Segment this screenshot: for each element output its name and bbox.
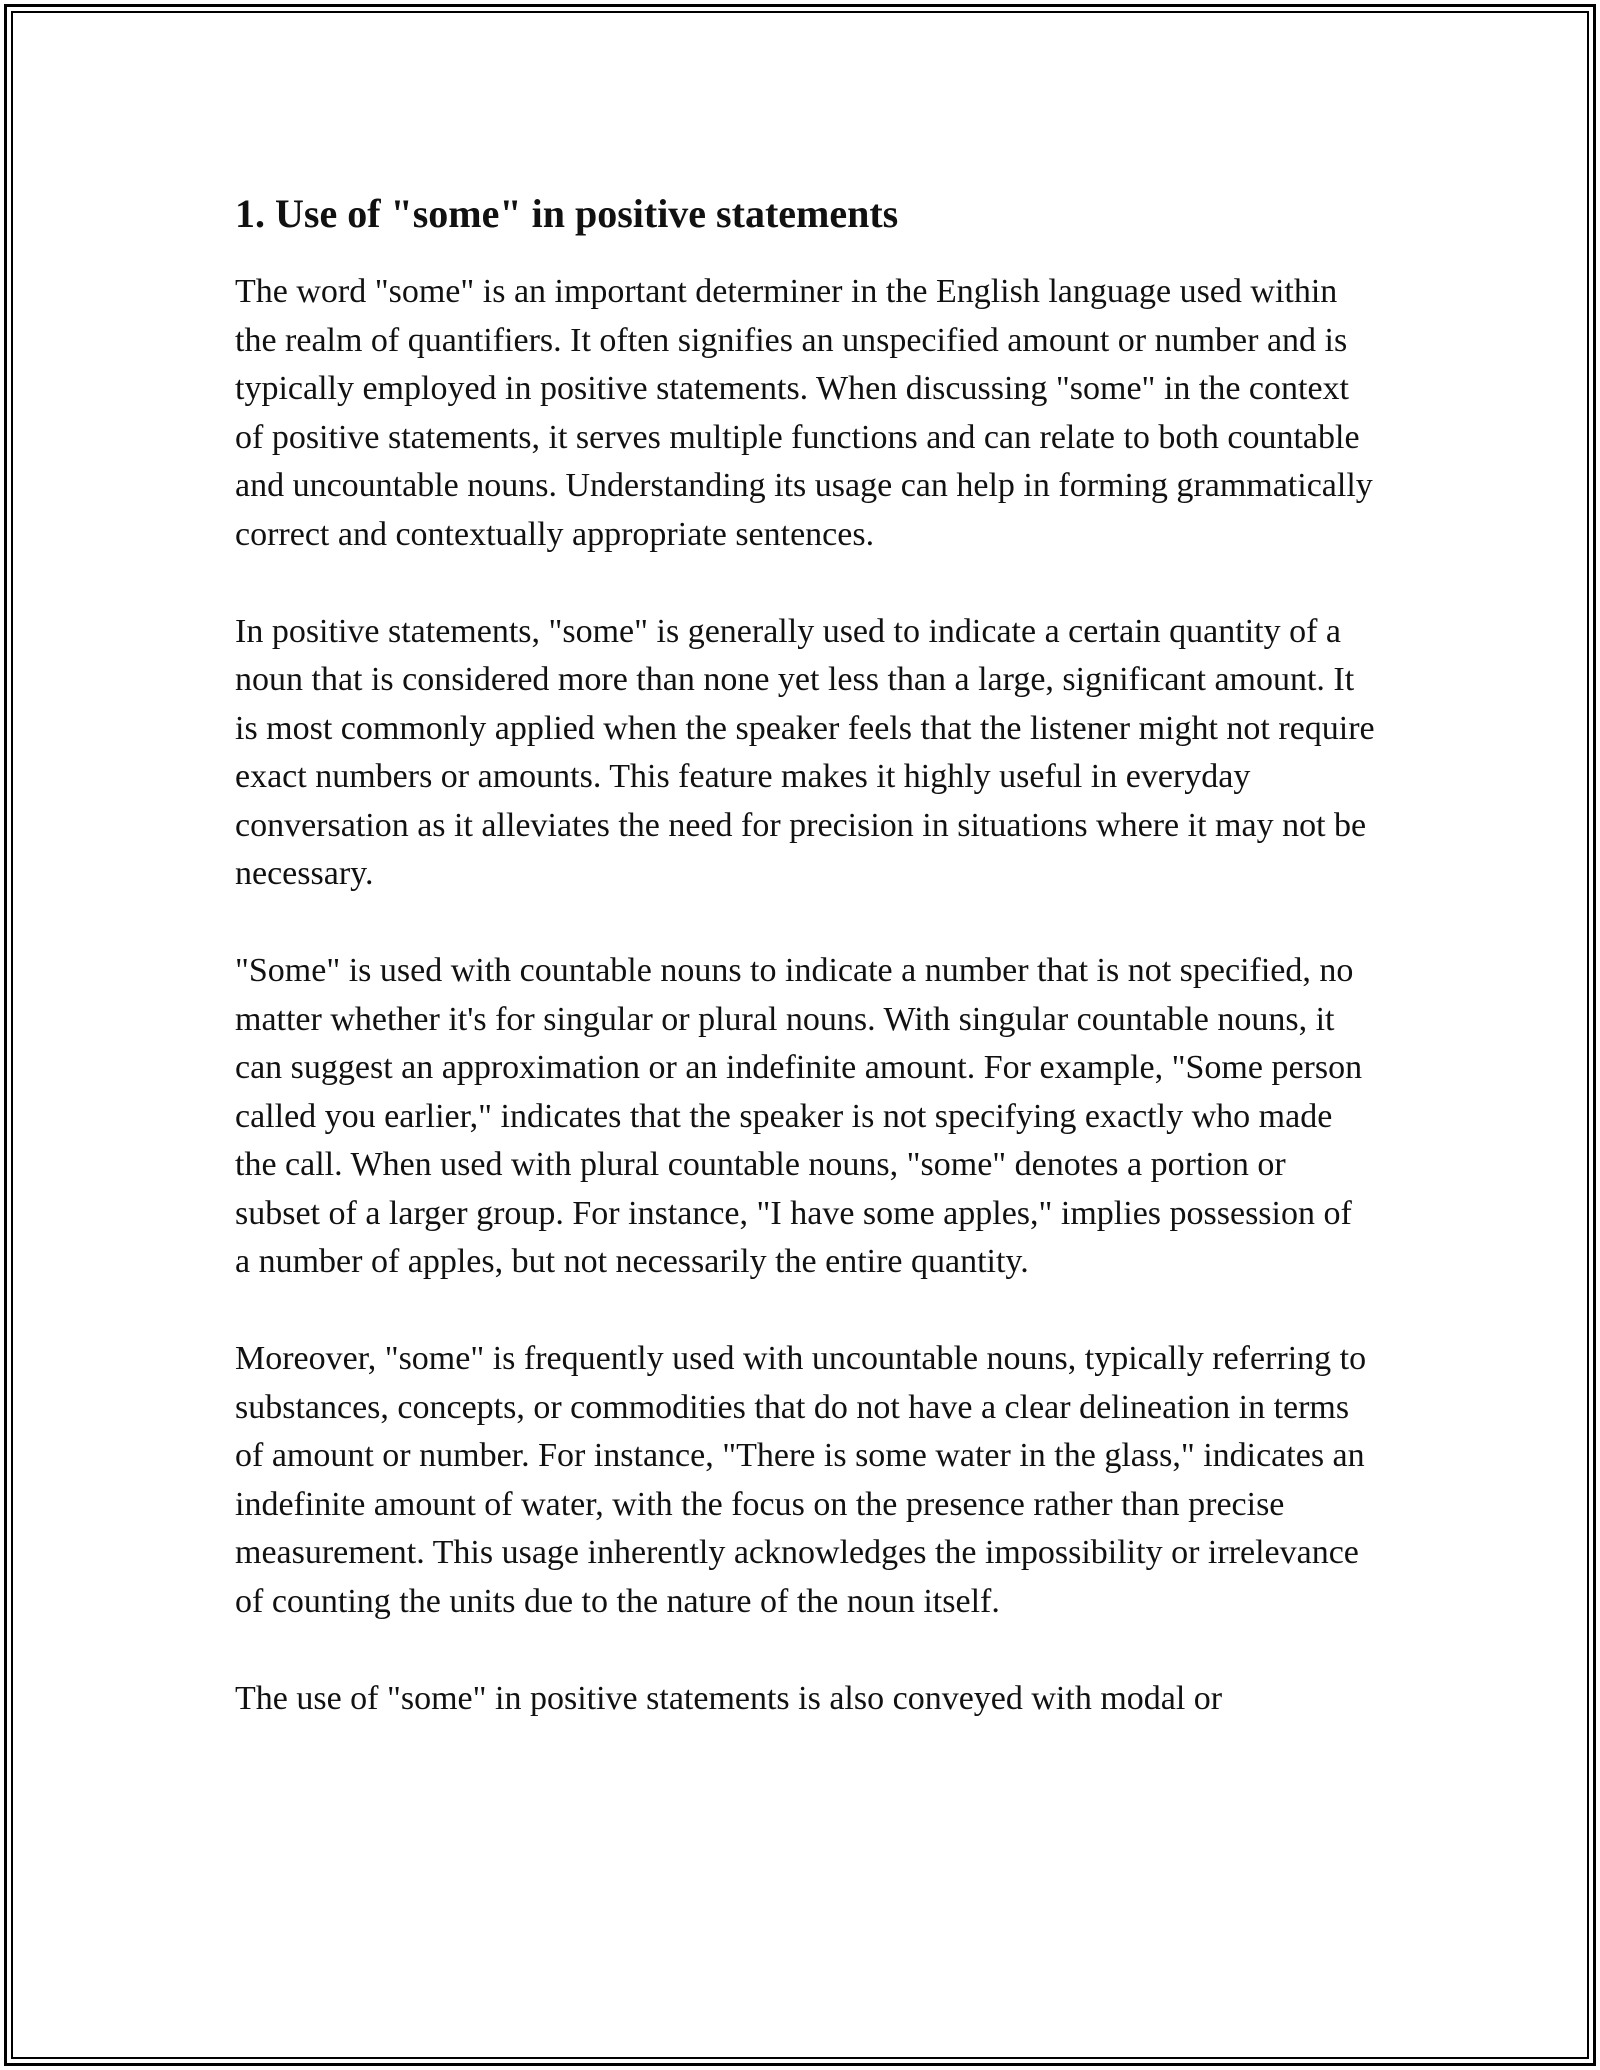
paragraph: "Some" is used with countable nouns to indicate a number that is not specified, no matter whether it's for singular or plural nouns. With singular countable nouns, it can suggest an approximation or an indefinite amount. For example, "Some person called you earlier," indicates that the speaker is not specifying exactly who made the call. When used with plural countable nouns, "some" denotes a portion or subset of a larger group. For instance, "I have some apples," implies possession of a number of apples, but not necessarily the entire quantity. [235,952,1363,1280]
paragraph: The use of "some" in positive statements is also conveyed with modal or [235,1679,1223,1717]
section-heading: 1. Use of "some" in positive statements [235,191,899,236]
document-body [235,186,1375,1723]
paragraph: In positive statements, "some" is generally used to indicate a certain quantity of a noun that is considered more than none yet less than a large, significant amount. It is most commonly applied when the speaker feels that the listener might not require exact numbers or amounts. This feature makes it highly useful in everyday conversation as it alleviates the need for precision in situations where it may not be necessary. [235,612,1375,892]
paragraph: The word "some" is an important determiner in the English language used within the realm of quantifiers. It often signifies an unspecified amount or number and is typically employed in positive statements. When discussing "some" in the context of positive statements, it serves multiple functions and can relate to both countable and uncountable nouns. Understanding its usage can help in forming grammatically correct and contextually appropriate sentences. [235,273,1373,553]
paragraph: Moreover, "some" is frequently used with uncountable nouns, typically referring to substances, concepts, or commodities that do not have a clear delineation in terms of amount or number. For instance, "There is some water in the glass," indicates an indefinite amount of water, with the focus on the presence rather than precise measurement. This usage inherently acknowledges the impossibility or irrelevance of counting the units due to the nature of the noun itself. [235,1340,1367,1620]
